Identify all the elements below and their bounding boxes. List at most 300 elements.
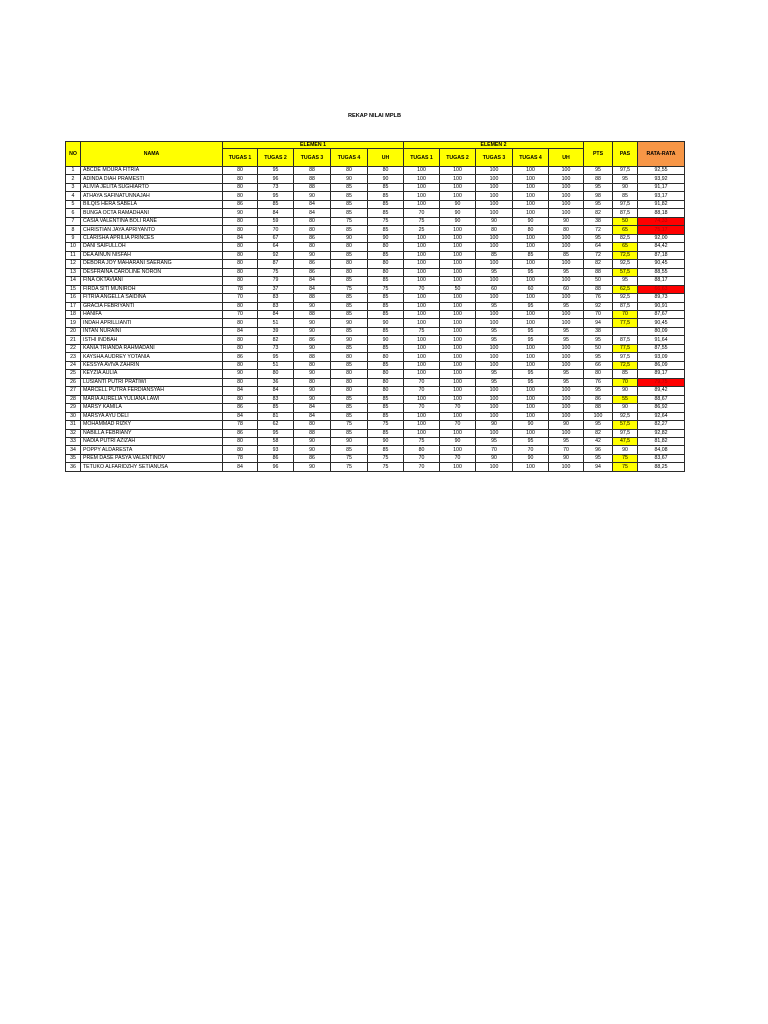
- cell-elemen-2-tugas-1: 80: [404, 446, 440, 454]
- cell-elemen-2-tugas-4: 60: [513, 285, 549, 293]
- cell-elemen-1-tugas-2: 59: [258, 217, 294, 225]
- cell-rata-rata: 91,64: [638, 336, 685, 344]
- cell-elemen-1-tugas-2: 70: [258, 226, 294, 234]
- cell-elemen-1-tugas-1: 78: [223, 421, 258, 429]
- cell-elemen-2-tugas-3: 100: [476, 344, 513, 352]
- cell-elemen-2-tugas-3: 70: [476, 446, 513, 454]
- cell-nama: DEA AINUN NISFAH: [81, 251, 223, 259]
- cell-elemen-2-tugas-3: 100: [476, 310, 513, 318]
- cell-pts: 95: [584, 336, 613, 344]
- cell-pas: 75: [613, 454, 638, 462]
- cell-elemen-1-tugas-2: 79: [258, 277, 294, 285]
- cell-rata-rata: 91,82: [638, 200, 685, 208]
- cell-elemen-2-uh: 100: [549, 277, 584, 285]
- cell-elemen-1-tugas-4: 80: [331, 378, 368, 386]
- cell-no: 30: [66, 412, 81, 420]
- cell-pts: 86: [584, 395, 613, 403]
- cell-elemen-1-tugas-4: 75: [331, 217, 368, 225]
- cell-elemen-2-tugas-2: 100: [440, 260, 476, 268]
- cell-rata-rata: 75,17: [638, 226, 685, 234]
- cell-elemen-1-tugas-2: 84: [258, 310, 294, 318]
- cell-rata-rata: 88,67: [638, 395, 685, 403]
- cell-pas: 82,5: [613, 234, 638, 242]
- cell-rata-rata: 89,17: [638, 370, 685, 378]
- cell-elemen-1-uh: 80: [368, 370, 404, 378]
- cell-elemen-2-tugas-1: 75: [404, 438, 440, 446]
- cell-elemen-1-tugas-4: 85: [331, 310, 368, 318]
- cell-pas: 92,5: [613, 294, 638, 302]
- cell-elemen-2-tugas-2: 90: [440, 200, 476, 208]
- cell-rata-rata: 86,92: [638, 404, 685, 412]
- cell-elemen-1-tugas-1: 80: [223, 277, 258, 285]
- cell-elemen-2-tugas-4: 100: [513, 183, 549, 191]
- cell-pts: 95: [584, 353, 613, 361]
- cell-elemen-1-uh: 90: [368, 336, 404, 344]
- cell-elemen-1-tugas-3: 90: [294, 446, 331, 454]
- table-row: [66, 234, 685, 242]
- cell-elemen-2-tugas-3: 100: [476, 200, 513, 208]
- cell-elemen-1-tugas-4: 80: [331, 370, 368, 378]
- cell-pts: 38: [584, 217, 613, 225]
- cell-elemen-1-uh: 85: [368, 361, 404, 369]
- cell-elemen-1-tugas-3: 84: [294, 200, 331, 208]
- cell-elemen-2-tugas-2: 100: [440, 251, 476, 259]
- cell-elemen-2-tugas-4: 100: [513, 277, 549, 285]
- table-row: [66, 183, 685, 191]
- cell-elemen-2-tugas-1: 100: [404, 260, 440, 268]
- table-row: [66, 294, 685, 302]
- cell-elemen-1-tugas-2: 84: [258, 209, 294, 217]
- cell-elemen-1-tugas-4: 85: [331, 226, 368, 234]
- cell-elemen-1-tugas-3: 88: [294, 167, 331, 175]
- cell-elemen-1-tugas-1: 80: [223, 438, 258, 446]
- cell-elemen-2-uh: 100: [549, 192, 584, 200]
- cell-elemen-1-tugas-3: 80: [294, 378, 331, 386]
- cell-elemen-1-uh: 80: [368, 243, 404, 251]
- cell-elemen-1-tugas-1: 90: [223, 370, 258, 378]
- cell-rata-rata: 87,55: [638, 344, 685, 352]
- cell-elemen-2-tugas-4: 100: [513, 294, 549, 302]
- cell-rata-rata: 92,64: [638, 412, 685, 420]
- cell-elemen-2-tugas-2: 50: [440, 285, 476, 293]
- table-row: [66, 412, 685, 420]
- cell-elemen-2-tugas-3: 90: [476, 454, 513, 462]
- cell-elemen-1-tugas-4: 75: [331, 285, 368, 293]
- table-row: [66, 353, 685, 361]
- cell-nama: BUNGA OCTA RAMADHANI: [81, 209, 223, 217]
- cell-elemen-2-tugas-2: 100: [440, 353, 476, 361]
- cell-elemen-2-uh: 100: [549, 175, 584, 183]
- cell-elemen-2-tugas-3: 100: [476, 234, 513, 242]
- cell-elemen-1-tugas-3: 80: [294, 421, 331, 429]
- cell-elemen-1-tugas-4: 85: [331, 209, 368, 217]
- cell-elemen-2-tugas-4: 100: [513, 395, 549, 403]
- cell-elemen-2-tugas-4: 95: [513, 370, 549, 378]
- cell-elemen-1-tugas-1: 80: [223, 336, 258, 344]
- cell-elemen-1-uh: 85: [368, 327, 404, 335]
- cell-elemen-1-tugas-2: 80: [258, 370, 294, 378]
- cell-elemen-1-tugas-1: 70: [223, 294, 258, 302]
- cell-pts: 95: [584, 387, 613, 395]
- cell-elemen-2-tugas-1: 100: [404, 200, 440, 208]
- cell-pas: 77,5: [613, 319, 638, 327]
- cell-elemen-2-tugas-2: 70: [440, 421, 476, 429]
- cell-nama: HANIFA: [81, 310, 223, 318]
- cell-nama: MARIA AURELIA YULIANA LAWI: [81, 395, 223, 403]
- cell-elemen-1-tugas-4: 85: [331, 361, 368, 369]
- cell-elemen-2-uh: 100: [549, 463, 584, 471]
- cell-no: 2: [66, 175, 81, 183]
- cell-elemen-2-uh: 80: [549, 226, 584, 234]
- cell-no: 27: [66, 387, 81, 395]
- cell-elemen-1-tugas-2: 58: [258, 438, 294, 446]
- cell-elemen-2-tugas-1: 100: [404, 336, 440, 344]
- cell-elemen-1-tugas-2: 83: [258, 294, 294, 302]
- cell-elemen-1-tugas-2: 64: [258, 243, 294, 251]
- cell-elemen-1-tugas-1: 80: [223, 183, 258, 191]
- cell-elemen-2-tugas-1: 100: [404, 277, 440, 285]
- cell-elemen-2-tugas-3: 100: [476, 192, 513, 200]
- cell-no: 20: [66, 327, 81, 335]
- cell-elemen-1-uh: 85: [368, 344, 404, 352]
- cell-elemen-1-tugas-3: 86: [294, 234, 331, 242]
- cell-pts: 94: [584, 463, 613, 471]
- table-row: [66, 387, 685, 395]
- cell-elemen-1-tugas-2: 96: [258, 463, 294, 471]
- cell-elemen-1-tugas-2: 62: [258, 421, 294, 429]
- cell-rata-rata: 86,09: [638, 361, 685, 369]
- table-row: [66, 319, 685, 327]
- cell-elemen-2-uh: 60: [549, 285, 584, 293]
- cell-elemen-2-tugas-1: 100: [404, 412, 440, 420]
- cell-elemen-2-tugas-1: 25: [404, 226, 440, 234]
- cell-pas: 90: [613, 183, 638, 191]
- cell-elemen-2-tugas-3: 100: [476, 260, 513, 268]
- cell-pas: 62,5: [613, 285, 638, 293]
- cell-elemen-1-tugas-4: 85: [331, 183, 368, 191]
- cell-elemen-2-tugas-3: 95: [476, 302, 513, 310]
- cell-pts: 95: [584, 183, 613, 191]
- cell-elemen-1-tugas-3: 86: [294, 260, 331, 268]
- cell-elemen-1-tugas-3: 90: [294, 319, 331, 327]
- cell-pas: 87,5: [613, 209, 638, 217]
- cell-elemen-2-tugas-4: 100: [513, 175, 549, 183]
- cell-elemen-1-tugas-4: 80: [331, 243, 368, 251]
- cell-elemen-1-tugas-3: 90: [294, 192, 331, 200]
- cell-elemen-2-tugas-2: 100: [440, 268, 476, 276]
- cell-pts: 82: [584, 260, 613, 268]
- cell-elemen-2-tugas-2: 100: [440, 277, 476, 285]
- cell-elemen-1-uh: 80: [368, 353, 404, 361]
- cell-elemen-2-tugas-3: 100: [476, 175, 513, 183]
- cell-elemen-1-tugas-4: 80: [331, 260, 368, 268]
- cell-elemen-1-tugas-1: 80: [223, 243, 258, 251]
- cell-no: 15: [66, 285, 81, 293]
- cell-elemen-1-tugas-3: 80: [294, 217, 331, 225]
- cell-elemen-1-uh: 75: [368, 454, 404, 462]
- cell-elemen-2-tugas-3: 100: [476, 387, 513, 395]
- cell-elemen-1-tugas-4: 90: [331, 319, 368, 327]
- cell-pas: 97,5: [613, 429, 638, 437]
- cell-elemen-2-tugas-4: 100: [513, 361, 549, 369]
- header-elemen-1-tugas-4: TUGAS 4: [331, 149, 368, 167]
- cell-elemen-2-tugas-2: 100: [440, 294, 476, 302]
- cell-nama: NABILLA FEBRIANY: [81, 429, 223, 437]
- cell-pas: 70: [613, 310, 638, 318]
- cell-elemen-2-uh: 95: [549, 378, 584, 386]
- cell-nama: KAYSHA AUDREY YOTANIA: [81, 353, 223, 361]
- cell-no: 4: [66, 192, 81, 200]
- cell-elemen-1-uh: 85: [368, 294, 404, 302]
- cell-no: 31: [66, 421, 81, 429]
- cell-no: 5: [66, 200, 81, 208]
- cell-rata-rata: 90,45: [638, 319, 685, 327]
- cell-elemen-1-tugas-3: 90: [294, 302, 331, 310]
- cell-nama: CASIA VALENTINA BOLI RANE: [81, 217, 223, 225]
- cell-elemen-1-tugas-2: 87: [258, 260, 294, 268]
- cell-elemen-2-tugas-2: 100: [440, 310, 476, 318]
- header-pts: PTS: [584, 142, 613, 167]
- cell-no: 8: [66, 226, 81, 234]
- cell-pas: 90: [613, 446, 638, 454]
- cell-rata-rata: 92,82: [638, 429, 685, 437]
- cell-elemen-1-tugas-1: 86: [223, 429, 258, 437]
- cell-elemen-2-uh: 100: [549, 310, 584, 318]
- cell-elemen-1-tugas-2: 95: [258, 167, 294, 175]
- cell-no: 22: [66, 344, 81, 352]
- cell-elemen-1-tugas-2: 51: [258, 319, 294, 327]
- cell-nama: ADINDA DIAH PRAMESTI: [81, 175, 223, 183]
- table-row: [66, 438, 685, 446]
- cell-pts: 64: [584, 243, 613, 251]
- cell-nama: DANI SAIFULLOH: [81, 243, 223, 251]
- cell-elemen-2-tugas-1: 100: [404, 302, 440, 310]
- cell-nama: KESSYA AVIVA ZAHRIN: [81, 361, 223, 369]
- cell-elemen-2-tugas-3: 100: [476, 294, 513, 302]
- cell-elemen-1-tugas-1: 84: [223, 327, 258, 335]
- cell-elemen-1-tugas-4: 80: [331, 353, 368, 361]
- cell-no: 21: [66, 336, 81, 344]
- header-elemen-2: ELEMEN 2: [404, 142, 584, 149]
- cell-elemen-1-uh: 85: [368, 395, 404, 403]
- cell-elemen-1-uh: 75: [368, 463, 404, 471]
- cell-elemen-1-uh: 85: [368, 302, 404, 310]
- cell-elemen-1-tugas-1: 80: [223, 319, 258, 327]
- cell-pas: 57,5: [613, 421, 638, 429]
- cell-elemen-2-tugas-4: 90: [513, 421, 549, 429]
- header-elemen-1-tugas-1: TUGAS 1: [223, 149, 258, 167]
- cell-elemen-1-tugas-1: 84: [223, 463, 258, 471]
- cell-elemen-2-tugas-3: 100: [476, 183, 513, 191]
- cell-elemen-1-tugas-1: 80: [223, 446, 258, 454]
- table-row: [66, 421, 685, 429]
- cell-no: 6: [66, 209, 81, 217]
- cell-elemen-1-tugas-3: 80: [294, 243, 331, 251]
- cell-elemen-2-tugas-3: 100: [476, 412, 513, 420]
- cell-rata-rata: 80,09: [638, 327, 685, 335]
- cell-elemen-1-uh: 85: [368, 310, 404, 318]
- cell-pas: 87,5: [613, 302, 638, 310]
- cell-elemen-2-tugas-4: 100: [513, 353, 549, 361]
- cell-pas: 95: [613, 175, 638, 183]
- cell-nama: NADIA PUTRI AZIZAH: [81, 438, 223, 446]
- table-row: [66, 268, 685, 276]
- cell-nama: BILQIS HERA SABELA: [81, 200, 223, 208]
- cell-elemen-2-uh: 95: [549, 438, 584, 446]
- cell-elemen-1-uh: 85: [368, 429, 404, 437]
- cell-elemen-1-tugas-1: 80: [223, 344, 258, 352]
- cell-elemen-2-uh: 95: [549, 268, 584, 276]
- cell-no: 11: [66, 251, 81, 259]
- cell-elemen-1-tugas-1: 80: [223, 175, 258, 183]
- cell-elemen-2-tugas-3: 100: [476, 361, 513, 369]
- cell-no: 3: [66, 183, 81, 191]
- cell-elemen-2-tugas-4: 100: [513, 404, 549, 412]
- cell-pas: 57,5: [613, 268, 638, 276]
- table-body: [66, 167, 685, 472]
- cell-pts: 100: [584, 412, 613, 420]
- cell-elemen-2-tugas-2: 100: [440, 412, 476, 420]
- cell-elemen-2-tugas-2: 100: [440, 463, 476, 471]
- table-row: [66, 243, 685, 251]
- cell-rata-rata: 88,25: [638, 463, 685, 471]
- cell-elemen-2-tugas-2: 100: [440, 344, 476, 352]
- cell-elemen-2-tugas-4: 95: [513, 336, 549, 344]
- cell-nama: ISTHI INDBAH: [81, 336, 223, 344]
- table-row: [66, 327, 685, 335]
- cell-no: 29: [66, 404, 81, 412]
- cell-pts: 82: [584, 209, 613, 217]
- cell-rata-rata: 87,18: [638, 251, 685, 259]
- cell-elemen-2-tugas-1: 100: [404, 361, 440, 369]
- table-row: [66, 446, 685, 454]
- header-elemen-2-tugas-3: TUGAS 3: [476, 149, 513, 167]
- cell-elemen-1-tugas-4: 85: [331, 327, 368, 335]
- cell-pas: 72,5: [613, 361, 638, 369]
- cell-elemen-1-tugas-2: 83: [258, 395, 294, 403]
- cell-elemen-1-tugas-3: 86: [294, 454, 331, 462]
- cell-elemen-2-tugas-3: 90: [476, 421, 513, 429]
- cell-rata-rata: 90,91: [638, 302, 685, 310]
- cell-elemen-1-tugas-3: 90: [294, 438, 331, 446]
- cell-nama: MARCELL PUTRA FERDIANSYAH: [81, 387, 223, 395]
- table-row: [66, 463, 685, 471]
- cell-rata-rata: 66,63: [638, 285, 685, 293]
- cell-elemen-2-tugas-4: 95: [513, 302, 549, 310]
- cell-elemen-1-tugas-3: 84: [294, 285, 331, 293]
- cell-nama: FIRDA SITI MUNIROH: [81, 285, 223, 293]
- table-row: [66, 226, 685, 234]
- cell-elemen-2-tugas-2: 70: [440, 454, 476, 462]
- cell-elemen-2-tugas-2: 100: [440, 192, 476, 200]
- table-row: [66, 370, 685, 378]
- cell-elemen-2-tugas-3: 95: [476, 370, 513, 378]
- cell-elemen-1-tugas-2: 36: [258, 378, 294, 386]
- cell-elemen-1-tugas-3: 88: [294, 294, 331, 302]
- cell-elemen-1-tugas-3: 88: [294, 429, 331, 437]
- cell-elemen-2-tugas-4: 80: [513, 226, 549, 234]
- cell-elemen-2-tugas-4: 100: [513, 412, 549, 420]
- cell-elemen-1-tugas-2: 81: [258, 412, 294, 420]
- cell-elemen-2-tugas-2: 100: [440, 234, 476, 242]
- header-pas: PAS: [613, 142, 638, 167]
- cell-elemen-2-tugas-1: 100: [404, 234, 440, 242]
- cell-elemen-2-uh: 100: [549, 294, 584, 302]
- cell-elemen-1-tugas-4: 85: [331, 302, 368, 310]
- cell-elemen-1-tugas-1: 86: [223, 200, 258, 208]
- cell-elemen-1-tugas-2: 96: [258, 175, 294, 183]
- cell-elemen-1-tugas-2: 73: [258, 344, 294, 352]
- cell-pas: 75: [613, 463, 638, 471]
- cell-pts: 98: [584, 192, 613, 200]
- cell-pts: 88: [584, 175, 613, 183]
- cell-elemen-1-tugas-2: 92: [258, 251, 294, 259]
- cell-rata-rata: 88,18: [638, 209, 685, 217]
- cell-elemen-2-tugas-1: 100: [404, 370, 440, 378]
- cell-pts: 72: [584, 251, 613, 259]
- cell-elemen-2-tugas-2: 100: [440, 429, 476, 437]
- cell-elemen-1-tugas-2: 37: [258, 285, 294, 293]
- table-row: [66, 302, 685, 310]
- cell-no: 25: [66, 370, 81, 378]
- cell-elemen-1-tugas-2: 83: [258, 302, 294, 310]
- cell-no: 1: [66, 167, 81, 175]
- cell-elemen-2-tugas-1: 70: [404, 378, 440, 386]
- cell-rata-rata: 89,73: [638, 294, 685, 302]
- header-nama: NAMA: [81, 142, 223, 167]
- cell-elemen-1-tugas-1: 80: [223, 260, 258, 268]
- cell-nama: KANIA TRIANDA RAHMADANI: [81, 344, 223, 352]
- cell-elemen-1-tugas-1: 80: [223, 378, 258, 386]
- cell-elemen-1-tugas-4: 85: [331, 446, 368, 454]
- table-row: [66, 404, 685, 412]
- table-row: [66, 192, 685, 200]
- cell-elemen-2-tugas-4: 100: [513, 260, 549, 268]
- cell-elemen-2-tugas-2: 100: [440, 361, 476, 369]
- cell-elemen-1-tugas-3: 80: [294, 361, 331, 369]
- cell-pts: 42: [584, 438, 613, 446]
- cell-no: 12: [66, 260, 81, 268]
- cell-pts: 95: [584, 167, 613, 175]
- cell-elemen-1-uh: 85: [368, 183, 404, 191]
- table-row: [66, 310, 685, 318]
- cell-elemen-1-tugas-4: 85: [331, 200, 368, 208]
- cell-elemen-2-tugas-2: 100: [440, 243, 476, 251]
- cell-elemen-1-uh: 85: [368, 209, 404, 217]
- cell-elemen-2-tugas-4: 100: [513, 310, 549, 318]
- cell-elemen-1-tugas-2: 95: [258, 353, 294, 361]
- cell-elemen-2-uh: 100: [549, 319, 584, 327]
- cell-elemen-2-tugas-4: 95: [513, 327, 549, 335]
- cell-elemen-2-tugas-2: 100: [440, 395, 476, 403]
- cell-elemen-2-tugas-2: 100: [440, 327, 476, 335]
- cell-elemen-2-tugas-1: 100: [404, 243, 440, 251]
- cell-pas: 97,5: [613, 200, 638, 208]
- cell-elemen-1-tugas-4: 85: [331, 404, 368, 412]
- cell-elemen-1-uh: 85: [368, 251, 404, 259]
- cell-rata-rata: 92,00: [638, 234, 685, 242]
- cell-elemen-1-tugas-3: 90: [294, 344, 331, 352]
- cell-elemen-2-uh: 100: [549, 243, 584, 251]
- cell-elemen-2-tugas-3: 60: [476, 285, 513, 293]
- cell-elemen-1-tugas-4: 80: [331, 268, 368, 276]
- cell-elemen-1-tugas-3: 88: [294, 175, 331, 183]
- cell-elemen-1-tugas-3: 90: [294, 327, 331, 335]
- cell-elemen-1-tugas-1: 86: [223, 353, 258, 361]
- cell-elemen-1-uh: 75: [368, 217, 404, 225]
- cell-elemen-2-tugas-2: 100: [440, 370, 476, 378]
- cell-elemen-1-tugas-2: 85: [258, 404, 294, 412]
